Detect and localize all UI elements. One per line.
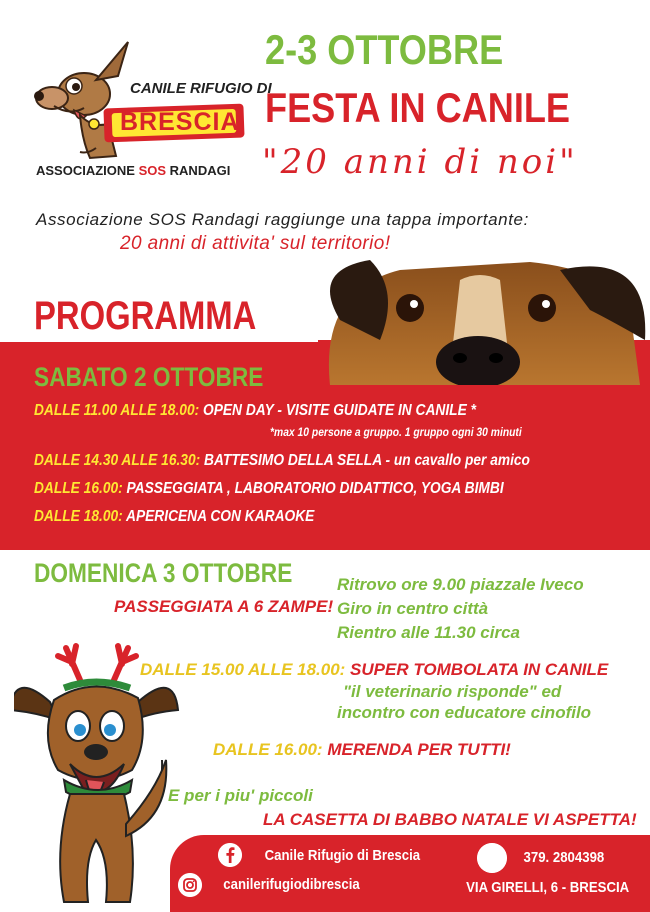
- intro-line1: Associazione SOS Randagi raggiunge una tappa importante:: [36, 210, 529, 229]
- sunday-meeting-line: Ritrovo ore 9.00 piazzale Iveco: [337, 575, 584, 594]
- facebook-link[interactable]: Canile Rifugio di Brescia: [264, 847, 421, 864]
- saturday-row: DALLE 16.00: PASSEGGIATA , LABORATORIO DIDATTICO, YOGA BIMBI: [34, 480, 504, 497]
- sunday-meeting-line: Giro in centro città: [337, 599, 489, 618]
- santa-house-line: LA CASETTA DI BABBO NATALE VI ASPETTA!: [263, 810, 637, 829]
- event-date: 2-3 OTTOBRE: [265, 26, 504, 73]
- sunday-vet-line: "il veterinario risponde" ed: [343, 682, 562, 701]
- saturday-row: DALLE 11.00 ALLE 18.00: OPEN DAY - VISITE GUIDATE IN CANILE *: [34, 402, 476, 419]
- saturday-row: DALLE 18.00: APERICENA CON KARAOKE: [34, 508, 315, 525]
- sunday-row: DALLE 16.00: MERENDA PER TUTTI!: [213, 740, 511, 759]
- intro-line2: 20 anni di attivita' sul territorio!: [120, 233, 391, 254]
- sunday-row: DALLE 15.00 ALLE 18.00: SUPER TOMBOLATA IN CANILE: [140, 660, 609, 679]
- phone-icon[interactable]: [477, 843, 507, 873]
- saturday-note: *max 10 persone a gruppo. 1 gruppo ogni 30 minuti: [270, 425, 522, 439]
- logo-association: ASSOCIAZIONE SOS RANDAGI: [36, 163, 231, 178]
- sunday-title: DOMENICA 3 OTTOBRE: [34, 558, 293, 588]
- sunday-walk: PASSEGGIATA A 6 ZAMPE!: [114, 597, 334, 616]
- logo-dog-illustration: [30, 36, 150, 166]
- sunday-meeting-line: Rientro alle 11.30 circa: [337, 623, 521, 642]
- instagram-link[interactable]: canilerifugiodibrescia: [223, 876, 360, 893]
- cartoon-dog-illustration: [14, 640, 184, 910]
- instagram-icon[interactable]: [178, 873, 202, 897]
- saturday-row: DALLE 14.30 ALLE 16.30: BATTESIMO DELLA SELLA - un cavallo per amico: [34, 452, 530, 469]
- program-title: PROGRAMMA: [34, 294, 257, 338]
- phone-number[interactable]: 379. 2804398: [523, 849, 605, 866]
- saturday-title: SABATO 2 OTTOBRE: [34, 362, 264, 392]
- facebook-icon[interactable]: [218, 843, 242, 867]
- address: VIA GIRELLI, 6 - BRESCIA: [466, 879, 630, 896]
- event-title: FESTA IN CANILE: [265, 84, 571, 131]
- logo-line1: CANILE RIFUGIO DI: [130, 80, 272, 97]
- dog-photo: [310, 250, 650, 385]
- sunday-vet-line: incontro con educatore cinofilo: [337, 703, 592, 722]
- event-tagline: "20 anni di noi": [262, 142, 578, 182]
- logo-line2: BRESCIA: [120, 108, 240, 136]
- kids-line: E per i piu' piccoli: [168, 786, 313, 805]
